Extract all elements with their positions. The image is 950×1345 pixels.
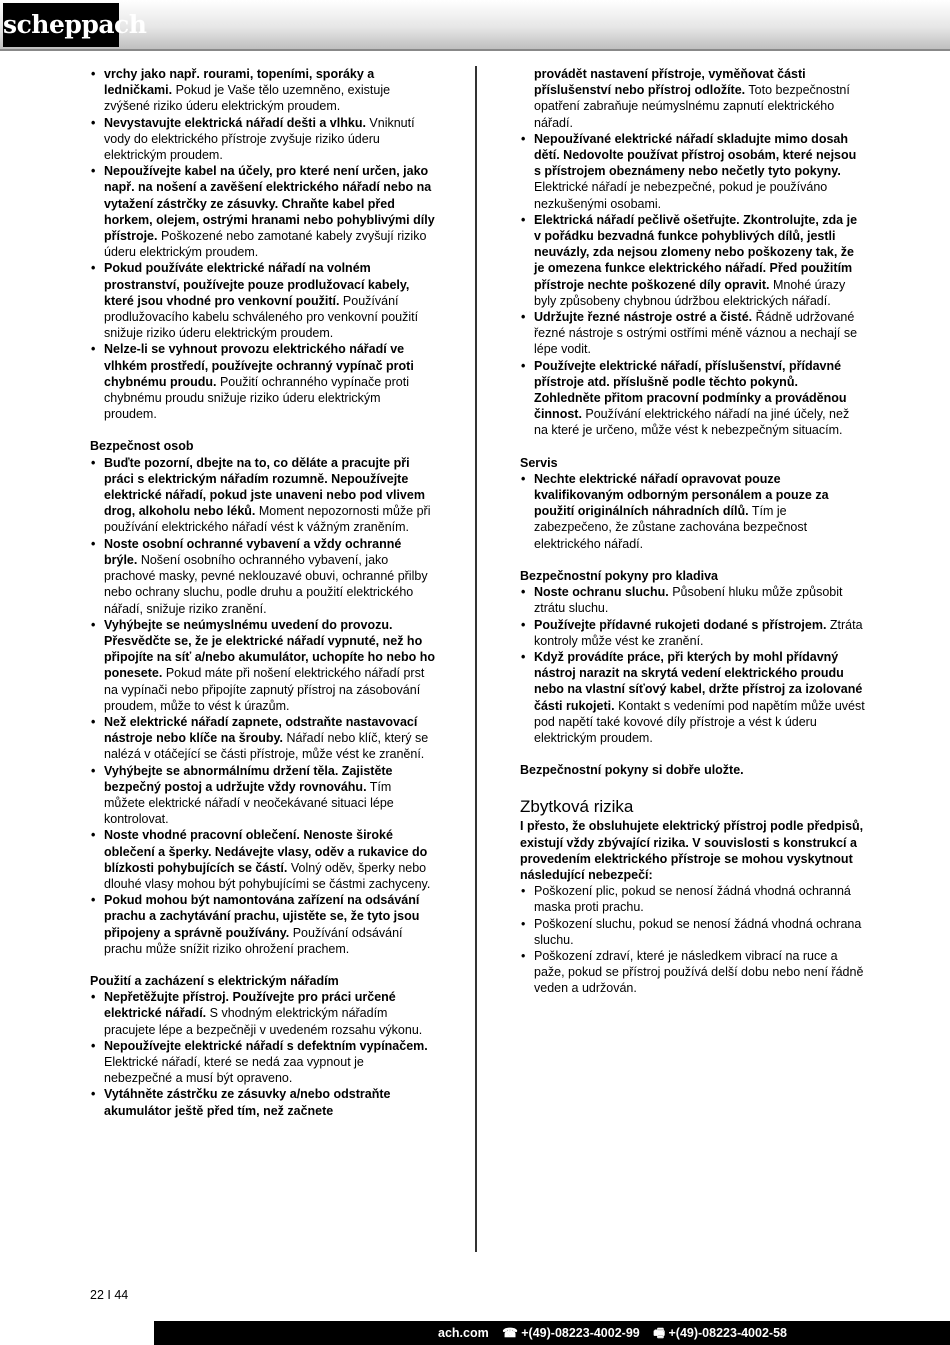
list-item: • Vyhýbejte se neúmyslnému uvedení do provozu. Přesvědčte se, že je elektrické nářadí vypnuté, než ho připojíte na síť a/nebo akumulátor, uchopíte ho nebo ho ponesete. Pokud máte při nošení elektrického nářadí prst na vypínači nebo připojíte zapnutý přístroj na zásobování proudem, může to vést k úrazům. [90, 617, 435, 714]
page-header [0, 0, 950, 50]
list-item: • Nevystavujte elektrická nářadí dešti a vlhku. Vniknutí vody do elektrického přístroje zvyšuje riziko úderu elektrickým proudem. [90, 115, 435, 164]
list-item: • Nepoužívejte kabel na účely, pro které není určen, jako např. na nošení a zavěšení elektrického nářadí nebo na vytažení zástrčky ze zásuvky. Chraňte kabel před horkem, olejem, ostrými hranami nebo pohyblivými díly přístroje. Poškozené nebo zamotané kabely zvyšují riziko úderu elektrickým proudem. [90, 163, 435, 260]
header-divider [0, 49, 950, 51]
residual-risks-list [520, 883, 865, 996]
footer-contact [438, 1321, 797, 1345]
section-heading-persons: Bezpečnost osob [90, 439, 194, 454]
list-item: • Udržujte řezné nástroje ostré a čisté. Řádně udržované řezné nástroje s ostrými ostřími méně váznou a nechají se lépe vodit. [520, 309, 865, 358]
tool-use-list [90, 989, 435, 1119]
list-item: • Používejte přídavné rukojeti dodané s přístrojem. Ztráta kontroly může vést ke zranění. [520, 617, 865, 649]
service-list [520, 471, 865, 552]
list-item: • Vytáhněte zástrčku ze zásuvky a/nebo odstraňte akumulátor ještě před tím, než začnete [90, 1086, 435, 1118]
list-item: • Noste vhodné pracovní oblečení. Nenoste široké oblečení a šperky. Nedávejte vlasy, oděv a rukavice do blízkosti pohybujících se částí. Volný oděv, šperky nebo dlouhé vlasy mohou být pohybujícími se částmi zachyceny. [90, 827, 435, 892]
residual-risks-intro: I přesto, že obsluhujete elektrický přístroj podle předpisů, existují vždy zbývající rizika. V souvislosti s konstrukcí a provedením elektrického přístroje se mohou vyskytnout následující nebezpečí: [520, 819, 864, 882]
section-heading-use: Použití a zacházení s elektrickým nářadím [90, 973, 339, 988]
list-item: • Nepřetěžujte přístroj. Používejte pro práci určené elektrické nářadí. S vhodným elektrickým nářadím pracujete lépe a bezpečněji v uvedeném rozsahu výkonu. [90, 989, 435, 1038]
list-item: • Nelze-li se vyhnout provozu elektrického nářadí ve vlhkém prostředí, používejte ochranný vypínač proti chybnému proudu. Použití ochranného vypínače proti chybnému proudu snižuje riziko úderu elektrickým proudem. [90, 341, 435, 422]
list-item: • Buďte pozorní, dbejte na to, co děláte a pracujte při práci s elektrickým nářadím rozumně. Nepoužívejte elektrické nářadí, pokud jste unaveni nebo pod vlivem drog, alkoholu nebo léků. Moment nepozornosti může při používání elektrického nářadí vést k vážným zraněním. [90, 455, 435, 536]
list-item: • Pokud používáte elektrické nářadí na volném prostranství, používejte pouze prodlužovací kabely, které jsou vhodné pro venkovní použití. Používání prodlužovacího kabelu schváleného pro venkovní použití snižuje riziko úderu elektrickým proudem. [90, 260, 435, 341]
list-item: • Poškození sluchu, pokud se nenosí žádná vhodná ochrana sluchu. [520, 916, 865, 948]
page-number: 22 I 44 [90, 1288, 129, 1302]
brand-logo: scheppach [3, 3, 119, 47]
list-item: • Elektrická nářadí pečlivě ošetřujte. Zkontrolujte, zda je v pořádku bezvadná funkce pohyblivých dílů, jestli neuvázly, zda nejsou zlomeny nebo poškozeny tak, že je omezena funkce elektrického nářadí. Před použitím přístroje nechte poškozené díly opravit. Mnohé úrazy byly způsobeny chybnou údržbou elektrických nářadí. [520, 212, 865, 309]
list-item: • Pokud mohou být namontována zařízení na odsávání prachu a zachytávání prachu, ujistěte se, že tyto jsou připojeny a správně používány. Používání odsávání prachu může snížit riziko ohrožení prachem. [90, 892, 435, 957]
list-item: • Když provádíte práce, při kterých by mohl přídavný nástroj narazit na skrytá vedení elektrického proudu nebo na vlastní síťový kabel, držte přístroj za izolované části rukojeti. Kontakt s vedeními pod napětím může uvést pod napětí také kovové díly přístroje a vést k úderu elektrickým proudem. [520, 649, 865, 746]
page-footer [0, 1321, 950, 1345]
column-divider [475, 66, 477, 1252]
footer-phone: ☎ +(49)-08223-4002-99 [502, 1326, 640, 1340]
right-column [520, 66, 865, 997]
persons-safety-list [90, 455, 435, 957]
list-item: • Poškození zdraví, které je následkem vibrací na ruce a paže, pokud se přístroj používá delší dobu nebo není řádně veden a udržován. [520, 948, 865, 997]
list-item: • Noste osobní ochranné vybavení a vždy ochranné brýle. Nošení osobního ochranného vybavení, jako prachové masky, pevné neklouzavé obuvi, ochranné přilby nebo ochrany sluchu, podle druhu a použití elektrického nářadí, snižuje riziko zranění. [90, 536, 435, 617]
list-item: • vrchy jako např. rourami, topeními, sporáky a ledničkami. Pokud je Vaše tělo uzemněno, existuje zvýšené riziko úderu elektrickým proudem. [90, 66, 435, 115]
section-heading-service: Servis [520, 455, 558, 470]
list-item: • Nepoužívané elektrické nářadí skladujte mimo dosah dětí. Nedovolte používat přístroj osobám, které nejsou s přístrojem obeznámeny nebo nečetly tyto pokyny. Elektrické nářadí je nebezpečné, pokud je používáno nezkušenými osobami. [520, 131, 865, 212]
list-item: • Než elektrické nářadí zapnete, odstraňte nastavovací nástroje nebo klíče na šrouby. Nářadí nebo klíč, který se nalézá v otáčející se části přístroje, může vést ke zranění. [90, 714, 435, 763]
keep-instructions-note: Bezpečnostní pokyny si dobře uložte. [520, 763, 744, 778]
electrical-safety-continued-list [90, 66, 435, 422]
tool-use-continued-list [520, 131, 865, 439]
continued-paragraph: provádět nastavení přístroje, vyměňovat části příslušenství nebo přístroj odložíte. Toto bezpečnostní opatření zabraňuje neúmyslnému zapnutí elektrického nářadí. [534, 67, 850, 130]
residual-risks-title: Zbytková rizika [520, 797, 634, 817]
list-item: • Noste ochranu sluchu. Působení hluku může způsobit ztrátu sluchu. [520, 584, 865, 616]
footer-fax: 🖷 +(49)-08223-4002-58 [653, 1326, 787, 1340]
left-column [90, 66, 435, 1119]
footer-blank-area [0, 1321, 154, 1345]
section-heading-hammer: Bezpečnostní pokyny pro kladiva [520, 568, 718, 583]
list-item: • Poškození plic, pokud se nenosí žádná vhodná ochranná maska proti prachu. [520, 883, 865, 915]
list-item: • Nepoužívejte elektrické nářadí s defektním vypínačem. Elektrické nářadí, které se nedá zaa vypnout je nebezpečné a musí být opraveno. [90, 1038, 435, 1087]
list-item: • Používejte elektrické nářadí, příslušenství, přídavné přístroje atd. příslušně podle těchto pokynů. Zohledněte přitom pracovní podmínky a prováděnou činnost. Používání elektrického nářadí na jiné účely, než na které je určeno, může vést k nebezpečným situacím. [520, 358, 865, 439]
footer-website: ach.com [438, 1326, 489, 1340]
list-item: • Nechte elektrické nářadí opravovat pouze kvalifikovaným odborným personálem a pouze za použití originálních náhradních dílů. Tím je zabezpečeno, že zůstane zachována bezpečnost elektrického nářadí. [520, 471, 865, 552]
hammer-safety-list [520, 584, 865, 746]
list-item: • Vyhýbejte se abnormálnímu držení těla. Zajistěte bezpečný postoj a udržujte vždy rovnováhu. Tím můžete elektrické nářadí v neočekávané situaci lépe kontrolovat. [90, 763, 435, 828]
